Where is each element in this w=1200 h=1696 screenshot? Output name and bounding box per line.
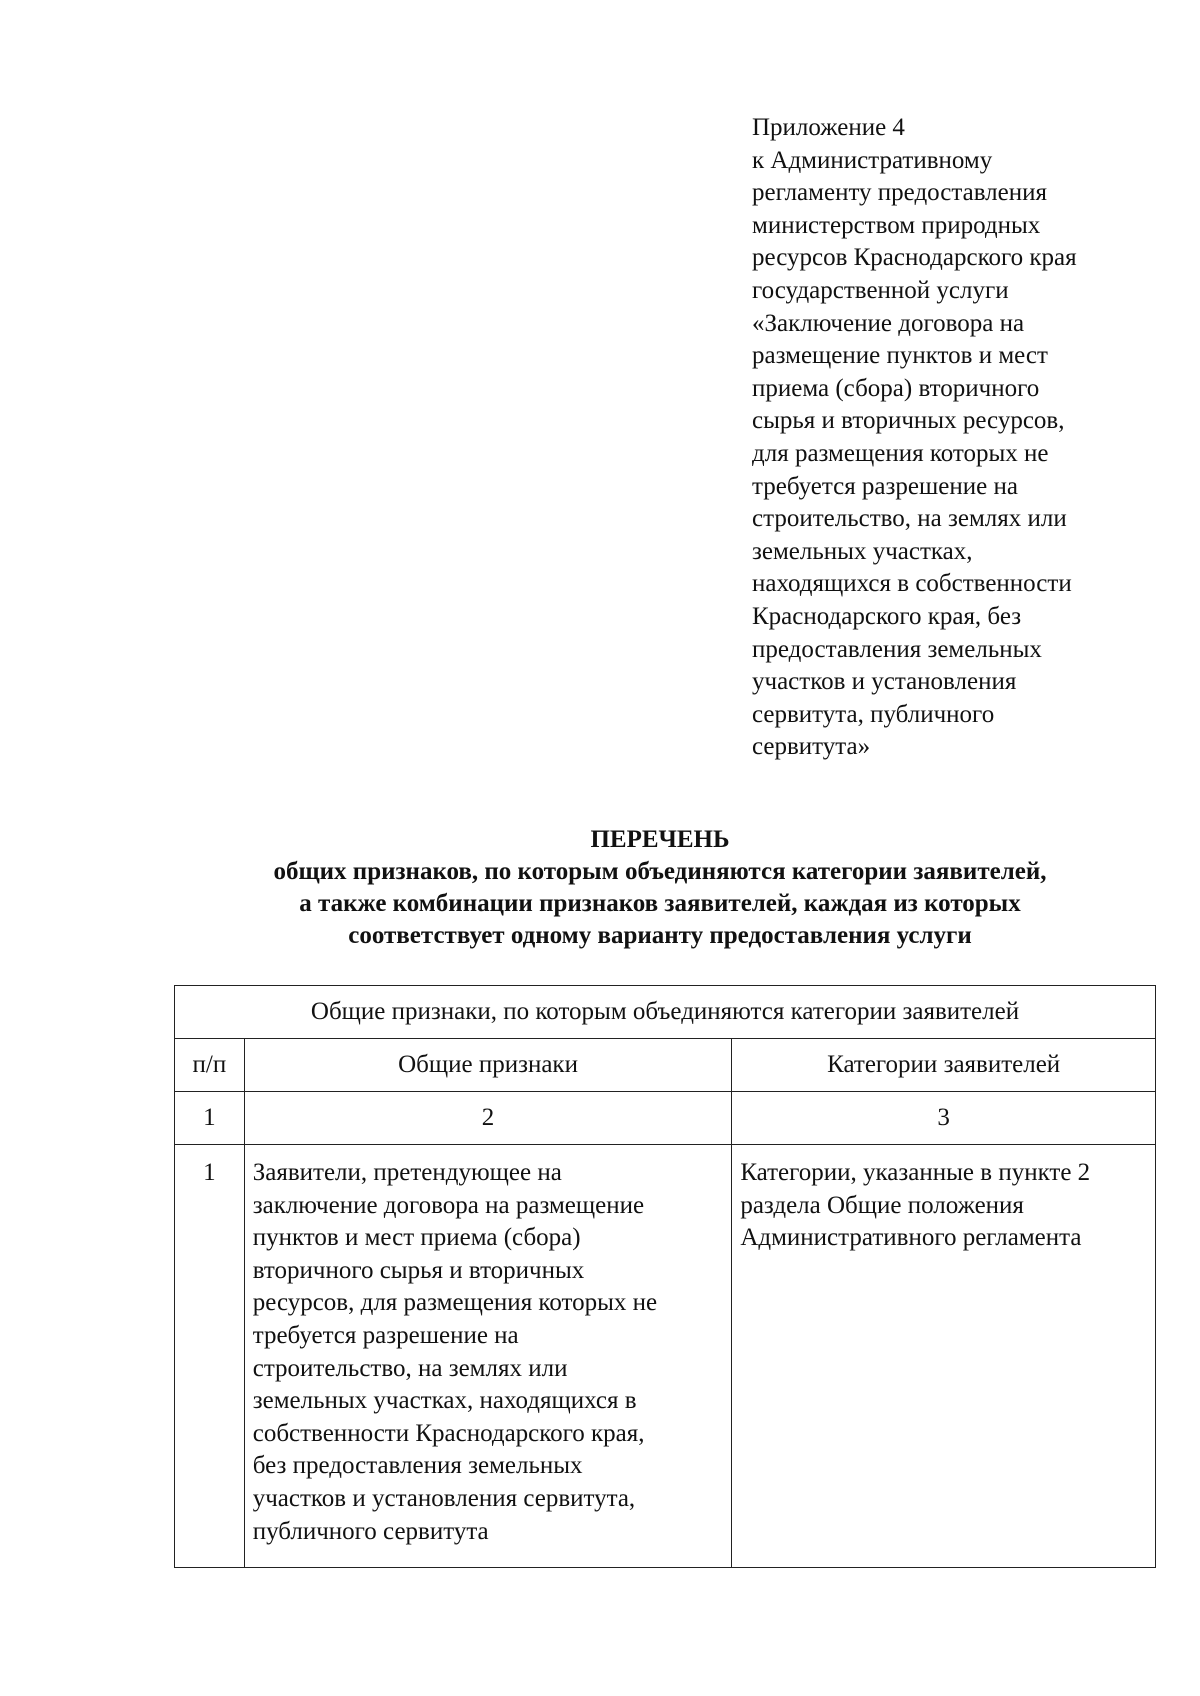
appendix-line: министерством природных: [752, 211, 1041, 239]
features-line: требуется разрешение на: [252, 1321, 519, 1349]
categories-line: Категории, указанные в пункте 2: [740, 1159, 1091, 1186]
appendix-line: строительство, на землях или: [752, 505, 1067, 533]
column-number: 2: [244, 1092, 732, 1145]
categories-line: Административного регламента: [740, 1224, 1082, 1252]
features-line: участков и установления сервитута,: [252, 1484, 636, 1512]
appendix-line: регламенту предоставления: [752, 179, 1048, 207]
appendix-block: [752, 112, 1172, 764]
features-line: ресурсов, для размещения которых не: [252, 1289, 658, 1317]
appendix-line: земельных участках,: [752, 537, 973, 565]
table-row: [175, 1145, 1156, 1568]
header-features: Общие признаки: [244, 1039, 732, 1092]
features-line: без предоставления земельных: [252, 1452, 583, 1480]
column-number: 1: [175, 1092, 245, 1145]
row-features: [244, 1145, 732, 1568]
criteria-table: [174, 985, 1156, 1568]
features-line: земельных участках, находящихся в: [252, 1387, 637, 1415]
appendix-line: находящихся в собственности: [752, 570, 1072, 598]
header-categories: Категории заявителей: [732, 1039, 1156, 1092]
document-subtitle-line: соответствует одному варианту предоставления услуги: [348, 922, 972, 949]
features-line: публичного сервитута: [252, 1517, 489, 1545]
features-line: пунктов и мест приема (сбора): [252, 1224, 581, 1252]
table-header-row: [175, 1039, 1156, 1092]
features-line: заключение договора на размещение: [252, 1191, 645, 1219]
column-number-row: [175, 1092, 1156, 1145]
appendix-line: для размещения которых не: [752, 439, 1049, 467]
appendix-line: требуется разрешение на: [752, 472, 1018, 500]
header-number: п/п: [175, 1039, 245, 1092]
document-heading: [160, 824, 1160, 952]
appendix-line: ресурсов Краснодарского края: [752, 244, 1077, 272]
appendix-line: сырья и вторичных ресурсов,: [752, 407, 1065, 435]
row-categories: [732, 1145, 1156, 1568]
appendix-line: Приложение 4: [752, 114, 905, 141]
table-title-row: [175, 986, 1156, 1039]
appendix-line: «Заключение договора на: [752, 309, 1025, 337]
row-number: 1: [175, 1145, 245, 1568]
document-subtitle-line: общих признаков, по которым объединяются категории заявителей,: [273, 858, 1047, 885]
appendix-line: сервитута, публичного: [752, 700, 995, 728]
features-line: строительство, на землях или: [252, 1354, 568, 1382]
categories-line: раздела Общие положения: [740, 1191, 1024, 1219]
appendix-line: предоставления земельных: [752, 635, 1042, 663]
document-title: ПЕРЕЧЕНЬ: [590, 826, 730, 853]
document-subtitle-line: а также комбинации признаков заявителей, каждая из которых: [299, 890, 1021, 917]
appendix-line: сервитута»: [752, 733, 871, 761]
features-line: Заявители, претендующее на: [252, 1159, 562, 1186]
table-title: Общие признаки, по которым объединяются категории заявителей: [175, 986, 1156, 1039]
appendix-line: Краснодарского края, без: [752, 602, 1022, 630]
appendix-line: размещение пунктов и мест: [752, 342, 1048, 370]
appendix-line: участков и установления: [752, 668, 1017, 696]
appendix-line: к Административному: [752, 146, 993, 174]
appendix-line: государственной услуги: [752, 276, 1009, 304]
column-number: 3: [732, 1092, 1156, 1145]
features-line: собственности Краснодарского края,: [252, 1419, 645, 1447]
appendix-line: приема (сбора) вторичного: [752, 374, 1040, 402]
features-line: вторичного сырья и вторичных: [252, 1256, 585, 1284]
